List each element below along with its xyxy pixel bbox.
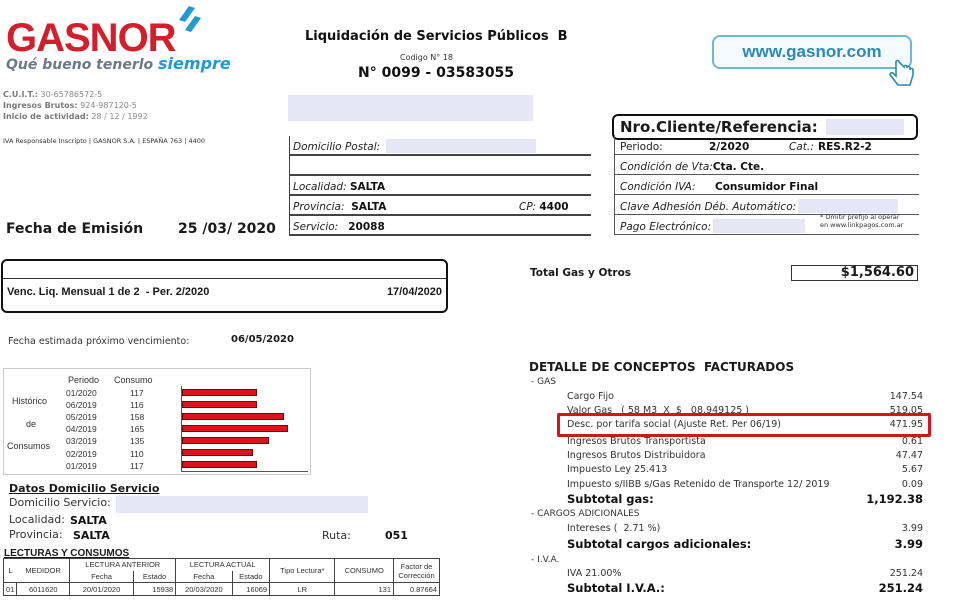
header-fecha-anterior: Fecha — [70, 571, 134, 583]
header-estado-anterior: Estado — [133, 571, 175, 583]
detail-amount: 0.61 — [901, 436, 923, 447]
period-2: 05/2019 — [66, 412, 97, 422]
detail-amount: 147.54 — [889, 391, 923, 402]
table-row — [4, 583, 440, 596]
detail-row-iibb-transportista — [567, 436, 923, 447]
servicio-value: 20088 — [348, 221, 385, 233]
total-label: Total Gas y Otros — [530, 267, 632, 279]
note-line-1: * Omitir prefijo al operar — [820, 213, 900, 221]
period-1: 06/2019 — [66, 400, 97, 410]
subtotal-iva-row — [567, 581, 923, 595]
gasnor-logo — [6, 18, 176, 58]
cell-l: 01 — [4, 583, 17, 596]
periodo-value: 2/2020 — [709, 141, 750, 153]
header-estado-actual: Estado — [232, 571, 270, 583]
cell-fecha-anterior: 20/01/2020 — [70, 583, 134, 596]
vencimiento-box — [1, 259, 448, 313]
condicion-vta-row — [614, 155, 919, 175]
condicion-vta-label: Condición de Vta: — [620, 161, 713, 173]
detalle-title: DETALLE DE CONCEPTOS FACTURADOS — [529, 360, 795, 374]
proximo-vencimiento — [8, 336, 189, 347]
cell-factor: 0.87664 — [394, 583, 440, 596]
servicio-localidad-value: SALTA — [70, 514, 107, 527]
ruta-value: 051 — [385, 529, 408, 542]
website-text: www.gasnor.com — [742, 42, 882, 61]
detail-label: Ingresos Brutos Transportista — [567, 436, 706, 447]
subtotal-gas-amount: 1,192.38 — [866, 492, 923, 506]
inicio-label: Inicio de actividad: — [3, 112, 89, 121]
invoice-number: N° 0099 - 03583055 — [358, 65, 515, 81]
subtotal-iva-label: Subtotal I.V.A.: — [567, 581, 665, 595]
detail-label: Desc. por tarifa social (Ajuste Ret. Per 06/19) — [567, 419, 781, 430]
pointer-hand-icon — [888, 58, 916, 88]
detail-row-desc-tarifa-social — [567, 419, 923, 430]
consumo-4: 135 — [130, 436, 145, 446]
proximo-vencimiento-date: 06/05/2020 — [231, 334, 294, 345]
redacted-domicilio-postal — [386, 139, 536, 153]
detail-label: Valor Gas ( 58 M3 X $ 08.949125 ) — [567, 405, 750, 416]
vencimiento-date: 17/04/2020 — [386, 286, 442, 298]
header-consumo: CONSUMO — [335, 559, 394, 583]
periodo-label: Periodo: — [620, 141, 663, 153]
chart-bar — [182, 437, 269, 444]
cell-fecha-actual: 20/03/2020 — [176, 583, 232, 596]
subtotal-cargos-amount: 3.99 — [894, 537, 923, 551]
chart-bar — [182, 401, 257, 408]
header-fecha-actual: Fecha — [176, 571, 232, 583]
subtotal-iva-amount: 251.24 — [878, 581, 923, 595]
col-header-periodo: Periodo — [68, 375, 100, 385]
clave-adhesion-row — [614, 195, 919, 215]
chart-bar — [182, 413, 284, 420]
tagline-emphasis: siempre — [158, 54, 231, 73]
cat-value: RES.R2-2 — [818, 141, 872, 153]
detail-label: Impuesto Ley 25.413 — [567, 464, 668, 475]
condicion-vta-value: Cta. Cte. — [712, 161, 765, 173]
header-tipo-lectura: Tipo Lectura* — [270, 559, 335, 583]
condicion-iva-value: Consumidor Final — [715, 181, 819, 193]
company-meta — [3, 89, 148, 122]
detail-amount: 3.99 — [901, 523, 923, 534]
detail-row-intereses — [567, 523, 923, 534]
cell-estado-anterior: 15938 — [133, 583, 175, 596]
document-title: Liquidación de Servicios Públicos B — [305, 29, 568, 44]
period-0: 01/2020 — [66, 388, 97, 398]
subtotal-cargos-label: Subtotal cargos adicionales: — [567, 537, 752, 551]
redacted-client-number — [826, 119, 904, 135]
consumo-1: 116 — [130, 400, 144, 410]
consumption-history-chart — [3, 368, 311, 475]
datos-servicio-title: Datos Domicilio Servicio — [9, 482, 160, 495]
localidad-row — [289, 176, 591, 196]
cp-value: 4400 — [539, 201, 569, 213]
cell-tipo-lectura: LR — [270, 583, 335, 596]
redacted-domicilio-servicio — [116, 496, 368, 513]
detail-amount: 5.67 — [901, 464, 923, 475]
chart-bar — [182, 425, 288, 432]
condicion-iva-row — [614, 175, 919, 195]
period-4: 03/2019 — [66, 436, 97, 446]
servicio-row — [289, 216, 591, 236]
detail-amount: 519.05 — [889, 405, 923, 416]
cat-label: Cat.: — [789, 141, 814, 153]
client-reference-label: Nro.Cliente/Referencia: — [620, 118, 818, 136]
cuit-value: 30-65786572-5 — [40, 90, 103, 99]
clave-adhesion-label: Clave Adhesión Déb. Automático: — [620, 201, 797, 213]
fecha-emision-label: Fecha de Emisión — [6, 221, 144, 237]
subtotal-gas-row — [567, 492, 923, 506]
detail-row-cargo-fijo — [567, 391, 923, 402]
lecturas-title: LECTURAS Y CONSUMOS — [4, 548, 130, 559]
pago-electronico-label: Pago Electrónico: — [620, 221, 712, 233]
provincia-row — [289, 196, 591, 216]
codigo-number: Codigo N° 18 — [400, 53, 454, 62]
iibb-value: 924-987120-5 — [80, 101, 137, 110]
address-blank-row — [289, 156, 591, 176]
consumo-5: 110 — [130, 449, 144, 459]
website-link[interactable] — [712, 35, 912, 69]
domicilio-postal-row — [289, 136, 591, 156]
detail-row-iibb-distribuidora — [567, 450, 923, 461]
detail-row-impuesto-ley — [567, 464, 923, 475]
header-medidor: MEDIDOR — [17, 559, 70, 583]
detail-label: Intereses ( 2.71 %) — [567, 523, 661, 534]
chart-x-axis — [181, 471, 308, 472]
cargos-section-label: - CARGOS ADICIONALES — [531, 509, 640, 519]
detail-amount: 0.09 — [901, 479, 923, 490]
detail-row-impuesto-iibb — [567, 479, 923, 490]
redacted-name — [288, 95, 533, 121]
condicion-iva-label: Condición IVA: — [620, 181, 696, 193]
gas-section-label: - GAS — [531, 377, 556, 387]
localidad-value: SALTA — [349, 181, 386, 193]
chart-bar — [182, 389, 257, 396]
servicio-provincia-value: SALTA — [73, 529, 110, 542]
iibb-label: Ingresos Brutos: — [3, 101, 78, 110]
cell-medidor: 6011620 — [17, 583, 70, 596]
pago-electronico-row — [614, 215, 919, 235]
consumo-3: 165 — [130, 424, 145, 434]
header-lectura-anterior: LECTURA ANTERIOR — [70, 559, 176, 571]
tagline-prefix: Qué bueno tenerlo — [6, 57, 154, 73]
vencimiento-label: Venc. Liq. Mensual 1 de 2 - Per. 2/2020 — [7, 286, 210, 298]
header-factor: Factor de Corrección — [394, 559, 440, 583]
logo-wordmark: GASNOR — [6, 16, 176, 60]
cuit-label: C.U.I.T.: — [3, 90, 38, 99]
servicio-provincia-label: Provincia: — [9, 528, 63, 541]
subtotal-cargos-row — [567, 537, 923, 551]
company-iva-line: IVA Responsable Inscripto | GASNOR S.A. | ESPAÑA 763 | 4400 — [3, 137, 206, 145]
detail-label: Impuesto s/IIBB s/Gas Retenido de Transporte 12/ 2019 — [567, 479, 830, 490]
note-line-2: en www.linkpagos.com.ar — [820, 221, 904, 229]
period-3: 04/2019 — [66, 424, 97, 434]
provincia-label: Provincia: — [293, 201, 345, 213]
total-amount: $1,564.60 — [791, 265, 918, 281]
header-lectura-actual: LECTURA ACTUAL — [176, 559, 270, 571]
detail-amount: 251.24 — [889, 568, 923, 579]
detail-label: Cargo Fijo — [567, 391, 614, 402]
domicilio-servicio-label: Domicilio Servicio: — [9, 496, 111, 509]
inicio-value: 28 / 12 / 1992 — [91, 112, 148, 121]
chart-bar — [182, 449, 253, 456]
iva-section-label: - I.V.A. — [531, 555, 560, 565]
servicio-label: Servicio: — [293, 221, 339, 233]
linkpagos-note — [820, 213, 903, 229]
consumo-2: 158 — [130, 412, 145, 422]
domicilio-postal-label: Domicilio Postal: — [293, 141, 381, 153]
consumo-0: 117 — [130, 388, 144, 398]
periodo-row — [614, 135, 919, 155]
detail-label: Ingresos Brutos Distribuidora — [567, 450, 706, 461]
servicio-localidad-label: Localidad: — [9, 513, 65, 526]
redacted-pago — [713, 219, 805, 233]
cell-consumo: 131 — [335, 583, 394, 596]
detail-label: IVA 21.00% — [567, 568, 622, 579]
ruta-label: Ruta: — [322, 529, 351, 542]
chart-bar — [182, 461, 257, 468]
detail-row-iva — [567, 568, 923, 579]
redacted-clave — [798, 199, 898, 213]
fecha-emision-value: 25 /03/ 2020 — [178, 221, 276, 237]
flame-icon — [175, 4, 201, 36]
period-6: 01/2019 — [66, 461, 97, 471]
lecturas-table — [3, 558, 440, 596]
detail-amount: 47.47 — [895, 450, 923, 461]
cp-label: CP: — [519, 201, 537, 213]
history-side-label-2: de — [26, 419, 37, 429]
period-5: 02/2019 — [66, 449, 97, 459]
provincia-value: SALTA — [351, 201, 387, 213]
subtotal-gas-label: Subtotal gas: — [567, 492, 654, 506]
cell-estado-actual: 16069 — [232, 583, 270, 596]
header-l: L — [4, 559, 17, 583]
localidad-label: Localidad: — [293, 181, 347, 193]
detail-amount: 471.95 — [889, 419, 923, 430]
consumo-6: 117 — [130, 461, 144, 471]
col-header-consumo: Consumo — [114, 375, 153, 385]
history-side-label-1: Histórico — [12, 396, 48, 406]
history-side-label-3: Consumos — [7, 441, 51, 451]
logo-tagline — [6, 54, 231, 73]
proximo-vencimiento-label: Fecha estimada próximo vencimiento: — [8, 336, 190, 347]
vencimiento-divider — [3, 278, 446, 279]
